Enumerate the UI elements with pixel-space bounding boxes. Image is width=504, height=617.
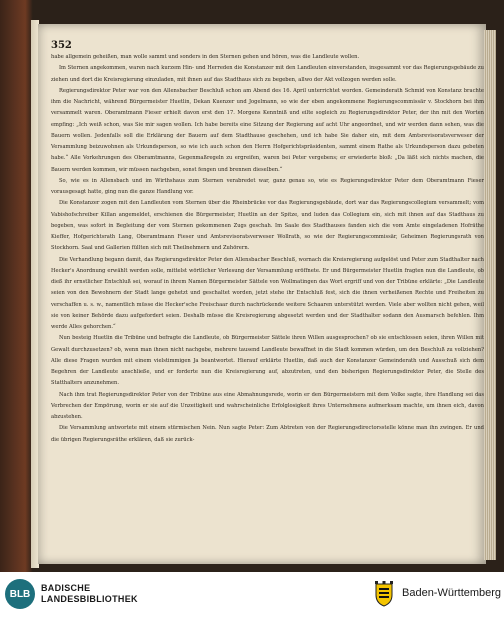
library-name[interactable] [41,583,138,605]
paragraph: Die Versammlung antwortete mit einem stürmischen Nein. Nun sagte Peter: Zum Abtreten von der Regierungsdirectorsstelle könne man ihn zwingen. Er und die übrigen Regierungsräthe erklären, daß sie zurück- [51,425,484,443]
state-coat-of-arms-icon [372,581,396,607]
paragraph: Die Konstanzer zogen mit den Landleuten vom Sternen über die Rheinbrücke vor das Regierungsgebäude, dort war das Regierungscollegium versammelt; vom Vabishofschreiber Killan angemeldet, erschienen die Bürgermeister, Huetlin an der Spitze, und luden das Collegium ein, sich mit ihnen auf das Stadthaus zu begeben, was sofort in Begleitung der vom Sternen gekommenen Zugs geschah. Im Saale des Stadthauses fanden sich die vom Amte eingeladenen Hofräthe Kieffer, Hofgerichtsrath Lang, Oberamtmann Fieser und Amtsrevisoratsverweser Wollrath, so wie der Regierungscommissär, Geheimen Regierungsrath von Stockhorn. Saal und Gallerien füllten sich mit Theilnehmern und Zuhörern. [51,200,484,252]
paragraph: Nun besteig Huetlin die Tribüne und befragte die Landleute, ob Bürgermeister Sättele ihren Willen ausgesprochen? ob sie entschlossen seien, ihren Willen mit Gewalt durchzusetzen? ob, wenn man ihnen nicht nachgebe, mehrere tausend Landleute bewaffnet in die Stadt kommen würden, um den Beschluß zu vollziehen? Alle diese Fragen wurden mit einem vielstimmigen Ja beantwortet. Hierauf erklärte Huetlin, daß auch der Konstanzer Gemeinderath und Ausschuß sich dem Begehren der Landleute anschließe, und er forderte nun die Kreisregierung auf, abzutreten, und den bisherigen Regierungsdirektor Peter, die Stelle des Statthalters anzunehmen. [51,335,484,387]
state-name[interactable]: Baden-Württemberg [402,587,502,599]
page-text [51,52,484,446]
paragraph: Regierungsdirektor Peter war von den Allensbacher Beschluß schon am Abend des 16. April unterrichtet worden. Gemeinderath Schmid von Konstanz brachte ihm die Nachricht, während Bürgermeister Huetlin, Dekan Kuenzer und Jogelmann, so wie der eben angekommene Regierungscommissär v. Stockhorn bei ihm versammelt waren. Oberamtmann Fieser erhielt davon erst den 17. Morgens Kenntniß und eilte sogleich zu Regierungsdirektor Peter, der ihn mit den Worten empfing: „Ich weiß schon, was Sie mir sagen wollen. Ich habe bereits eine Sitzung der Regierung auf acht Uhr angeordnet, und wir werden dann sehen, was die Bauern wollen. Jedenfalls soll die Erklärung der Bauern auf dem Stadthause geschehen, und ich habe Sie daher ein, mit dem Amtsrevisoratsverweser der Versammlung beizuwohnen als Urkundsperson, so wie ich auch schon den Herrn Hofgerichtspräsidenten, sammt einem Rathe als Urkundsperson dazu gebeten habe.“ Alle Vorkehrungen des Oberamtmanns, Gegenmaßregeln zu ergreifen, waren bei Peter vergebens; er erwiederte bloß: „Da läßt sich nichts machen, die Bauern werden kommen, wir müssen nachgeben, sonst fengen und brennen dieselben.“ [51,87,484,173]
paragraph: Im Sternen angekommen, waren nach kurzem Hin- und Herreden die Konstanzer mit den Landleuten einverstanden, insgesammt vor das Regierungsgebäude zu ziehen und dort die Kreisregierung einzuladen, mit ihnen auf das Stadthaus sich zu begeben, allwo der Akt vollzogen werden solle. [51,65,484,83]
library-name-line2: LANDESBIBLIOTHEK [41,594,138,604]
paragraph: Die Verhandlung begann damit, das Regierungsdirektor Peter den Allensbacher Beschluß, wornach die Kreisregierung aufgelöst und Peter zum Stadthalter nach Hecker's Anordnung erwählt werden solle, mittelst wörtlicher Verlesung der Versammlung eröffnete. Er und Bürgermeister Huetlin fragten nun die Landleute, ob dieß ihr ernstlicher Entschluß sei, worauf in ihrem Namen Bürgermeister Sättele von Wollmatingen das Wort ergriff und von der Tribüne erklärte: „Die Landleute seien von den Bewohnern der Stadt lange gehetzt und geschaltet worden, jetzt stehe ihr Entschluß fest, sich die ihnen verheißenen Rechte und Freiheiten zu verschaffen u. s. w., namentlich müsse die Hecker'sche Freischaar durch nachrückende weitere Schaaren unterstützt werden. Viele aber wollten nicht gehen, weil sie von keiner Behörde dazu aufgefordert seien. Deshalb müsse die Kreisregierung abgesetzt werden und der Stadthalter sodann den Ausmarsch befehlen. Ihm werde Alles gehorchen.“ [51,256,484,330]
library-name-line1: BADISCHE [41,583,91,593]
footer-bar [0,572,504,617]
page-number: 352 [51,40,72,51]
blb-logo[interactable]: BLB [5,579,35,609]
paragraph: So, wie es in Allensbach und im Wirthshaus zum Sternen verabredet war, ganz genau so, wie es Regierungsdirektor Peter dem Oberamtmann Fieser vorausgesagt hatte, ging nun die ganze Handlung vor. [51,177,484,195]
paragraph: Nach ihm trat Regierungsdirektor Peter von der Tribüne aus eine Abmahnungsrede, worin er den Bürgermeistern mit dem Volke sagte, ihre Handlung sei das Verbrechen der Empörung, worin er sie auf die Unzeitigkeit und wahrscheinliche Erfolglosigkeit ihres Unternehmens aufmerksam machte, um ihnen eich, davon abzustehen. [51,391,484,420]
page-edge [484,30,496,560]
paragraph: habe allgemein geheißen, man wolle sammt und sonders in den Sternen gehen und hören, was die Landleute wollen. [51,54,360,60]
